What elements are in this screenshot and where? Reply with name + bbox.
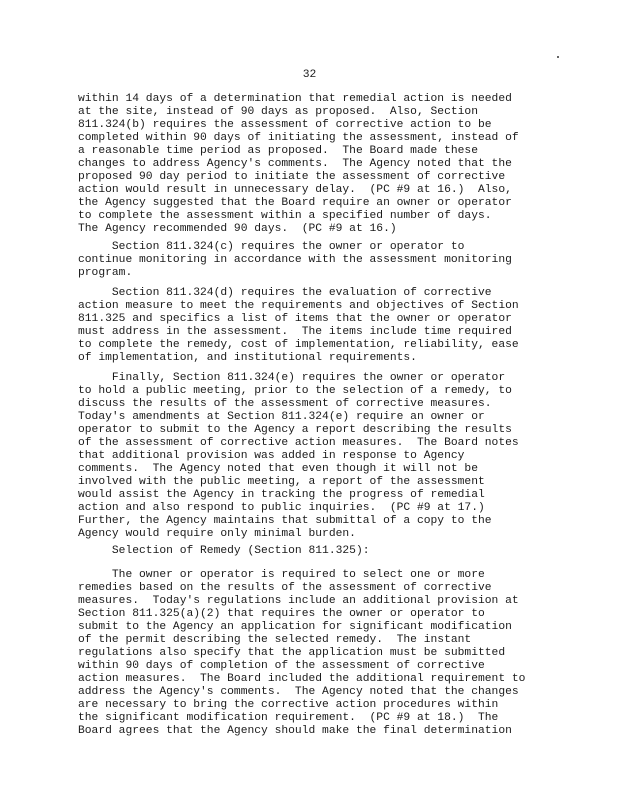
text-line: remedies based on the results of the assessment of corrective bbox=[78, 582, 492, 594]
text-line: continue monitoring in accordance with the assessment monitoring bbox=[78, 254, 512, 266]
text-line: Finally, Section 811.324(e) requires the owner or operator bbox=[78, 372, 506, 384]
text-line: to hold a public meeting, prior to the selection of a remedy, to bbox=[78, 385, 512, 397]
text-line: of the assessment of corrective action measures. The Board notes bbox=[78, 437, 519, 449]
text-line: Today's amendments at Section 811.324(e) require an owner or bbox=[78, 411, 485, 423]
text-line: the Agency suggested that the Board require an owner or operator bbox=[78, 197, 512, 209]
text-line: a reasonable time period as proposed. The Board made these bbox=[78, 145, 478, 157]
text-line: The Agency recommended 90 days. (PC #9 at 16.) bbox=[78, 223, 397, 235]
text-line: proposed 90 day period to initiate the assessment of corrective bbox=[78, 171, 506, 183]
text-line: address the Agency's comments. The Agency noted that the changes bbox=[78, 686, 519, 698]
text-line: are necessary to bring the corrective action procedures within bbox=[78, 699, 499, 711]
text-line: Section 811.324(d) requires the evaluation of corrective bbox=[78, 287, 492, 299]
text-line: The owner or operator is required to select one or more bbox=[78, 569, 485, 581]
text-line: Agency would require only minimal burden. bbox=[78, 528, 356, 540]
text-line: completed within 90 days of initiating the assessment, instead of bbox=[78, 132, 519, 144]
text-line: action measure to meet the requirements and objectives of Section bbox=[78, 300, 519, 312]
text-line: action measures. The Board included the additional requirement to bbox=[78, 673, 526, 685]
text-line: measures. Today's regulations include an additional provision at bbox=[78, 595, 519, 607]
text-line: that additional provision was added in response to Agency bbox=[78, 450, 465, 462]
text-line: must address in the assessment. The items include time required bbox=[78, 326, 512, 338]
section-heading: Selection of Remedy (Section 811.325): bbox=[78, 545, 370, 557]
scan-speck bbox=[557, 56, 559, 58]
text-line: 811.325 and specifics a list of items that the owner or operator bbox=[78, 313, 512, 325]
page-number: 32 bbox=[302, 69, 317, 81]
text-line: at the site, instead of 90 days as proposed. Also, Section bbox=[78, 106, 478, 118]
text-line: within 14 days of a determination that remedial action is needed bbox=[78, 93, 512, 105]
text-line: operator to submit to the Agency a report describing the results bbox=[78, 424, 512, 436]
text-line: Section 811.324(c) requires the owner or operator to bbox=[78, 241, 465, 253]
text-line: to complete the assessment within a specified number of days. bbox=[78, 210, 492, 222]
text-line: of implementation, and institutional requirements. bbox=[78, 352, 417, 364]
text-line: action and also respond to public inquiries. (PC #9 at 17.) bbox=[78, 502, 485, 514]
text-line: Board agrees that the Agency should make the final determination bbox=[78, 725, 512, 737]
text-line: to complete the remedy, cost of implementation, reliability, ease bbox=[78, 339, 519, 351]
text-line: of the permit describing the selected remedy. The instant bbox=[78, 634, 472, 646]
text-line: Further, the Agency maintains that submittal of a copy to the bbox=[78, 515, 492, 527]
text-line: the significant modification requirement. (PC #9 at 18.) The bbox=[78, 712, 499, 724]
text-line: within 90 days of completion of the assessment of corrective bbox=[78, 660, 485, 672]
text-line: action would result in unnecessary delay. (PC #9 at 16.) Also, bbox=[78, 184, 512, 196]
text-line: 811.324(b) requires the assessment of corrective action to be bbox=[78, 119, 492, 131]
text-line: Section 811.325(a)(2) that requires the owner or operator to bbox=[78, 608, 485, 620]
text-line: program. bbox=[78, 267, 133, 279]
text-line: discuss the results of the assessment of corrective measures. bbox=[78, 398, 492, 410]
text-line: would assist the Agency in tracking the progress of remedial bbox=[78, 489, 485, 501]
text-line: changes to address Agency's comments. The Agency noted that the bbox=[78, 158, 512, 170]
text-line: regulations also specify that the application must be submitted bbox=[78, 647, 506, 659]
text-line: submit to the Agency an application for significant modification bbox=[78, 621, 512, 633]
text-line: involved with the public meeting, a report of the assessment bbox=[78, 476, 485, 488]
text-line: comments. The Agency noted that even though it will not be bbox=[78, 463, 478, 475]
